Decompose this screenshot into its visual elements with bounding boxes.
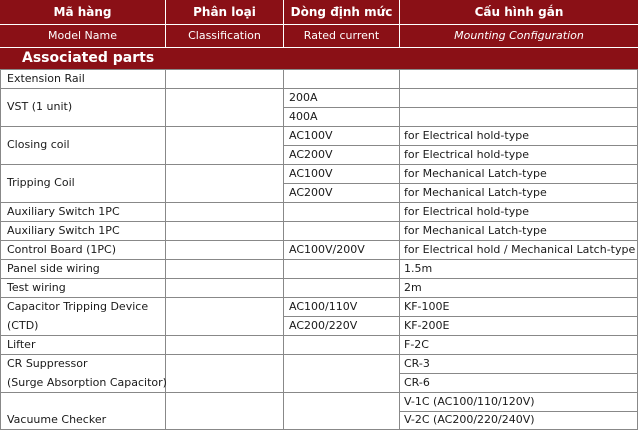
row-model: Vacuume Checker (7, 413, 107, 426)
section-title: Associated parts (0, 48, 638, 69)
grid-line (399, 373, 638, 374)
row-mounting: KF-200E (404, 319, 450, 332)
row-mounting: for Mechanical Latch-type (404, 224, 547, 237)
row-current: AC100V (289, 129, 333, 142)
header-classification-en: Classification (166, 25, 283, 47)
row-model: Extension Rail (7, 72, 85, 85)
header-mounting-en: Mounting Configuration (400, 25, 638, 47)
grid-line (0, 392, 638, 393)
row-model: Capacitor Tripping Device (7, 300, 149, 313)
row-model: Auxiliary Switch 1PC (7, 224, 120, 237)
row-model: Lifter (7, 338, 36, 351)
header-classification-vn: Phân loại (166, 0, 283, 24)
row-mounting: for Electrical hold-type (404, 205, 529, 218)
grid-line (0, 69, 1, 430)
row-model: Tripping Coil (7, 176, 75, 189)
row-model: (Surge Absorption Capacitor) (7, 376, 167, 389)
row-current: AC200/220V (289, 319, 358, 332)
row-mounting: for Mechanical Latch-type (404, 167, 547, 180)
row-current: AC100V (289, 167, 333, 180)
row-current: AC200V (289, 148, 333, 161)
header-model-vn: Mã hàng (0, 0, 165, 24)
grid-line (0, 354, 638, 355)
grid-line (283, 69, 284, 430)
row-model: Panel side wiring (7, 262, 100, 275)
header-model-en: Model Name (0, 25, 165, 47)
header-current-en: Rated current (284, 25, 399, 47)
row-model: VST (1 unit) (7, 100, 73, 113)
row-model: Auxiliary Switch 1PC (7, 205, 120, 218)
row-model: (CTD) (7, 319, 39, 332)
row-current: AC200V (289, 186, 333, 199)
grid-line (0, 69, 638, 70)
row-mounting: V-2C (AC200/220/240V) (404, 413, 535, 426)
row-current: AC100V/200V (289, 243, 365, 256)
row-mounting: for Electrical hold / Mechanical Latch-type (404, 243, 636, 256)
row-mounting: 2m (404, 281, 422, 294)
grid-line (0, 278, 638, 279)
grid-line (283, 107, 638, 108)
header-current-vn: Dòng định mức (284, 0, 399, 24)
row-model: Control Board (1PC) (7, 243, 116, 256)
row-current: 400A (289, 110, 318, 123)
row-current: 200A (289, 91, 318, 104)
grid-line (0, 335, 638, 336)
row-mounting: 1.5m (404, 262, 433, 275)
row-mounting: CR-6 (404, 376, 430, 389)
row-model: Closing coil (7, 138, 70, 151)
row-model: Test wiring (7, 281, 66, 294)
header-mounting-vn: Cấu hình gắn (400, 0, 638, 24)
row-mounting: CR-3 (404, 357, 430, 370)
grid-line (399, 69, 400, 430)
grid-line (0, 88, 638, 89)
row-mounting: for Electrical hold-type (404, 129, 529, 142)
row-model: CR Suppressor (7, 357, 88, 370)
row-mounting: for Mechanical Latch-type (404, 186, 547, 199)
row-mounting: V-1C (AC100/110/120V) (404, 395, 535, 408)
row-mounting: F-2C (404, 338, 429, 351)
header-divider (0, 24, 638, 25)
row-mounting: for Electrical hold-type (404, 148, 529, 161)
row-current: AC100/110V (289, 300, 358, 313)
row-mounting: KF-100E (404, 300, 450, 313)
